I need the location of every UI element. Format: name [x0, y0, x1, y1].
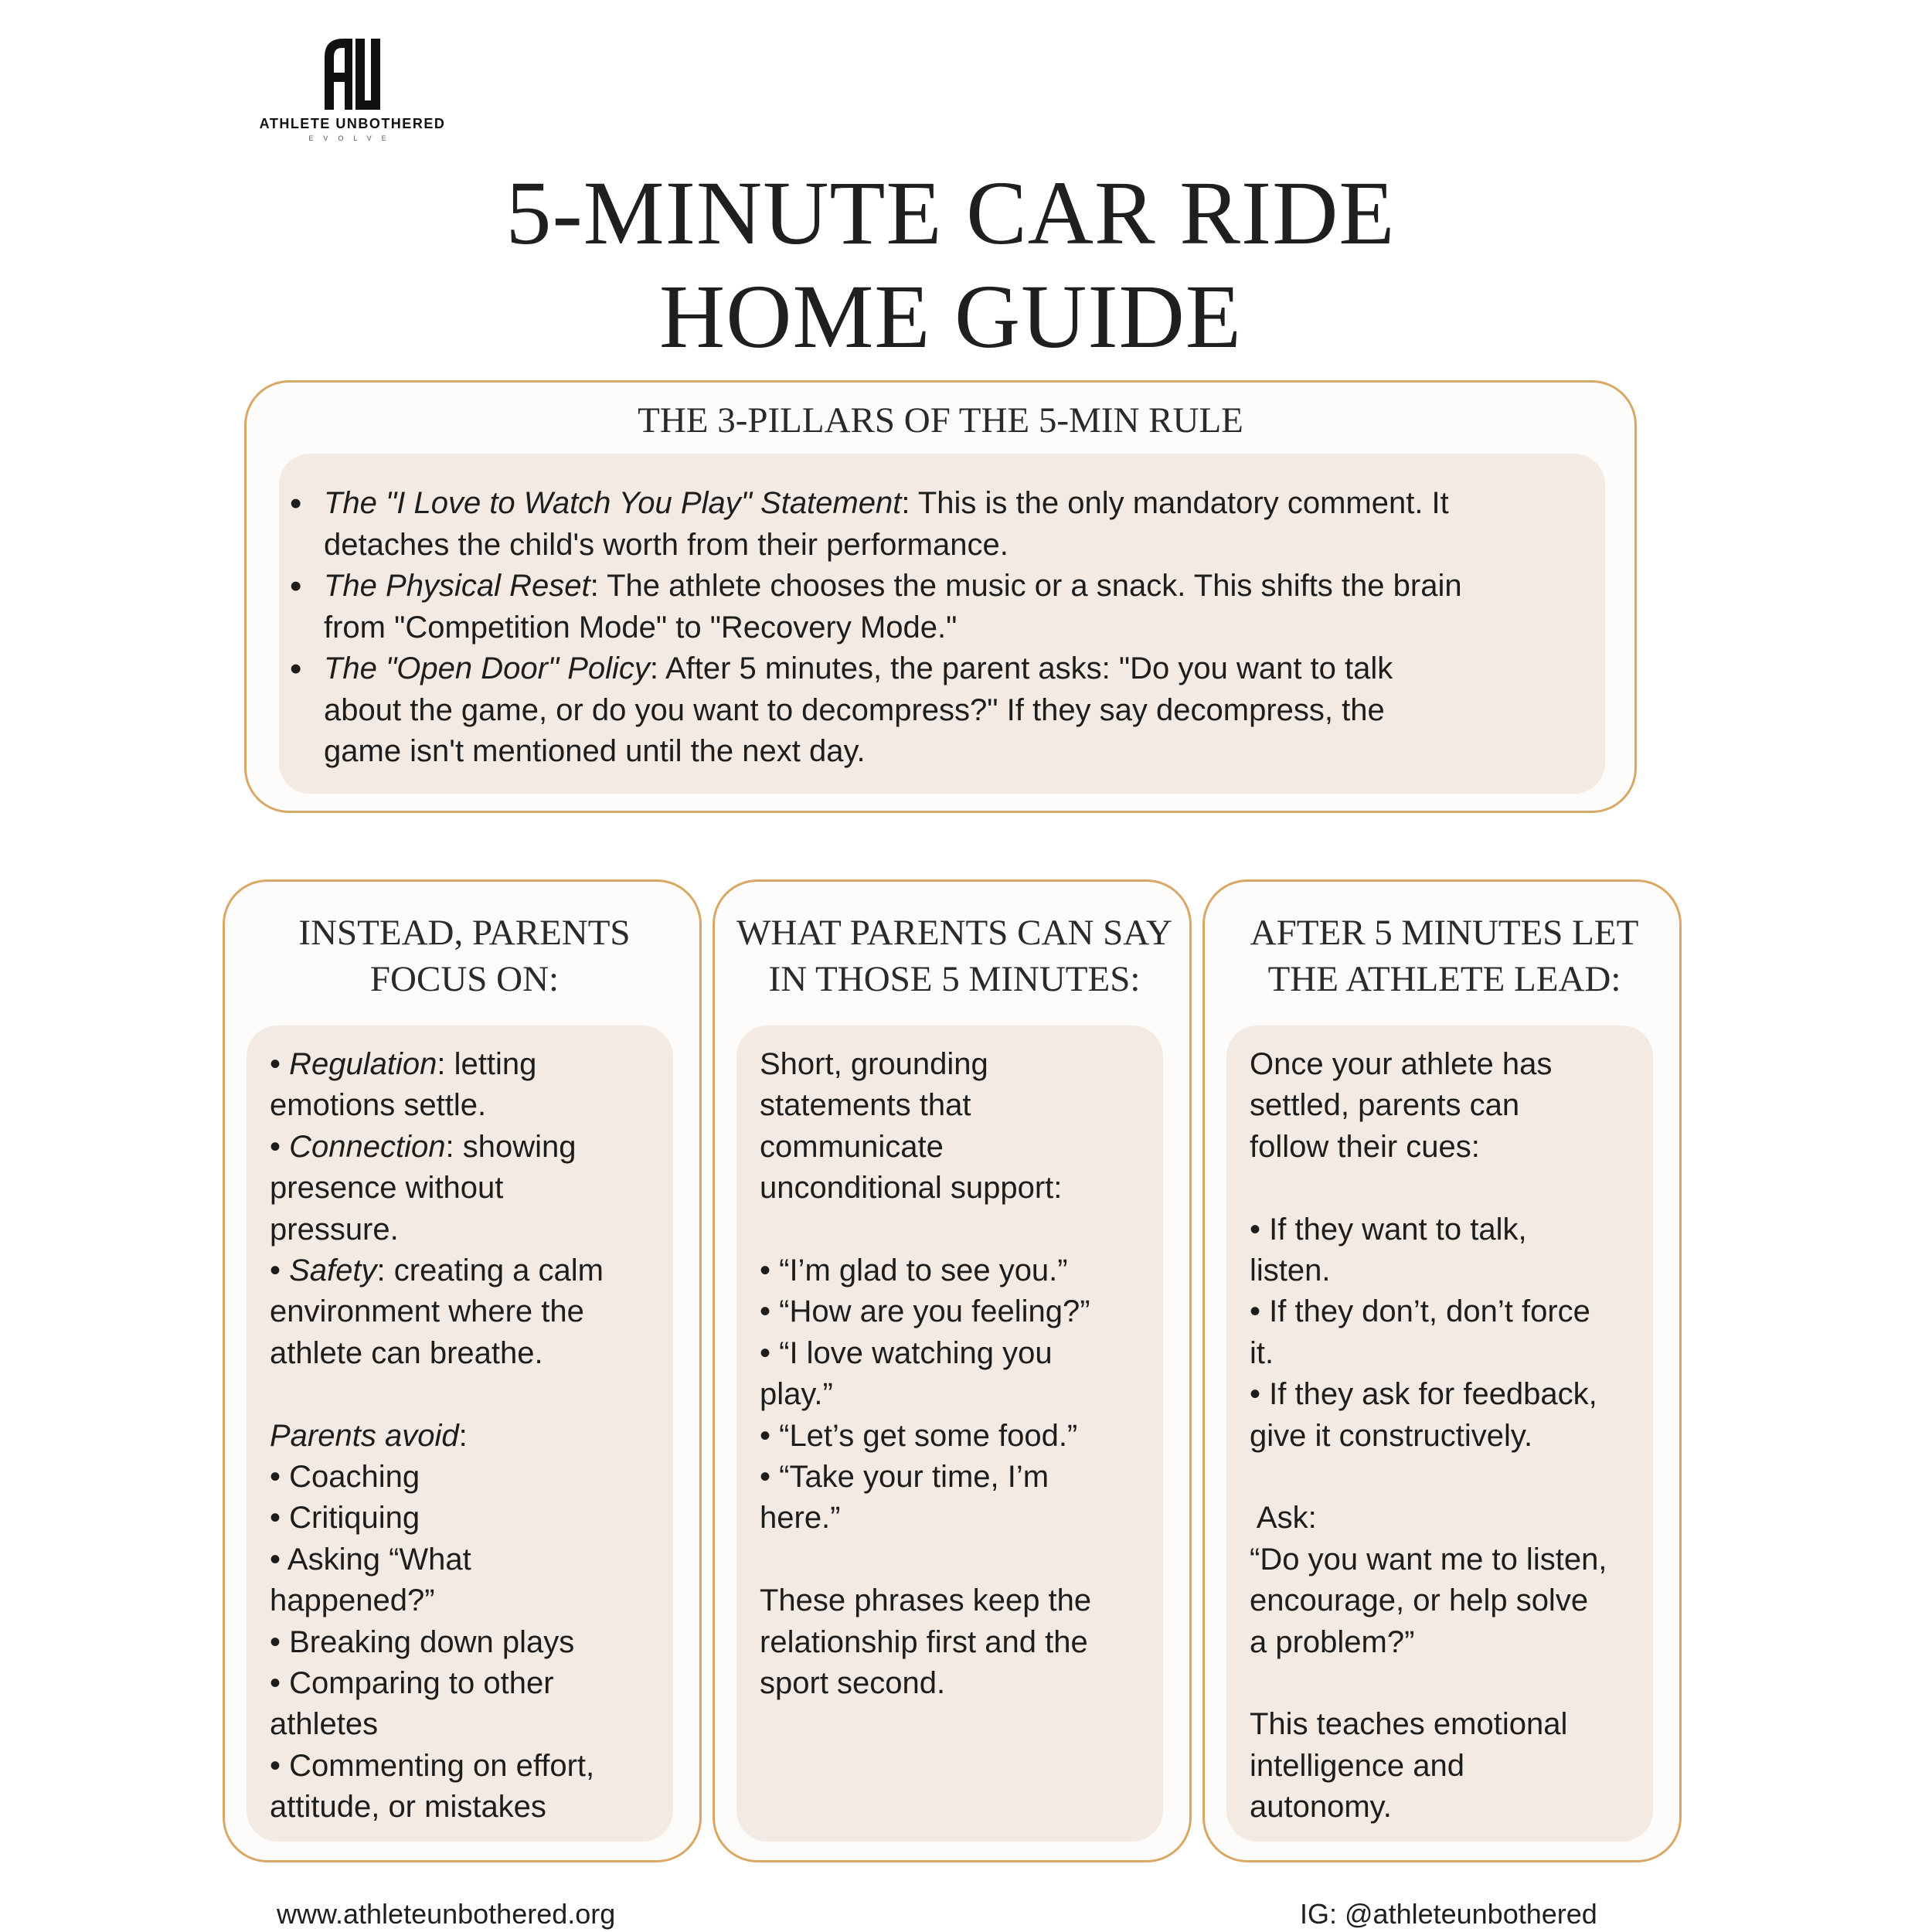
body-text: • Coaching: [270, 1460, 420, 1495]
body-text: • Breaking down plays: [270, 1624, 575, 1659]
heading-line: WHAT PARENTS CAN SAY: [736, 913, 1172, 953]
body-text: : letting: [437, 1047, 537, 1081]
body-text: unconditional support:: [760, 1171, 1063, 1206]
focus-card: [223, 879, 702, 1862]
body-text: • “I love watching you: [760, 1335, 1053, 1370]
pillar-name: The Physical Reset: [324, 569, 590, 603]
body-text: : creating a calm: [376, 1253, 604, 1288]
pillar-text: : The athlete chooses the music or a snack. This shifts the brain: [590, 569, 1462, 603]
body-text: emotions settle.: [270, 1088, 487, 1123]
body-text: give it constructively.: [1250, 1418, 1533, 1453]
focus-body: [270, 1044, 672, 1828]
pillar-text: game isn't mentioned until the next day.: [324, 734, 866, 768]
focus-term: Connection: [289, 1129, 446, 1164]
pillars-card: [244, 380, 1637, 813]
body-text: environment where the: [270, 1294, 584, 1329]
body-text: • Commenting on effort,: [270, 1748, 595, 1783]
brand-logo: [229, 36, 476, 151]
list-item: [290, 566, 1576, 648]
focus-heading: [233, 910, 696, 1002]
say-card: [713, 879, 1192, 1862]
body-text: listen.: [1250, 1253, 1331, 1288]
body-text: • Critiquing: [270, 1501, 420, 1536]
body-text: encourage, or help solve: [1250, 1583, 1589, 1618]
body-text: • If they ask for feedback,: [1250, 1377, 1597, 1412]
body-text: • “I’m glad to see you.”: [760, 1253, 1068, 1288]
blank-line: [1250, 1457, 1651, 1498]
body-text: a problem?”: [1250, 1624, 1415, 1659]
blank-line: [760, 1209, 1162, 1250]
body-text: presence without: [270, 1171, 504, 1206]
pillar-name: The "Open Door" Policy: [324, 651, 650, 685]
body-text: • If they don’t, don’t force: [1250, 1294, 1590, 1329]
body-text: athlete can breathe.: [270, 1335, 543, 1370]
bullet-icon: •: [290, 650, 302, 688]
body-text: relationship first and the: [760, 1624, 1088, 1659]
body-text: Once your athlete has: [1250, 1047, 1553, 1081]
body-text: Short, grounding: [760, 1047, 988, 1081]
body-text: it.: [1250, 1335, 1274, 1370]
heading-line: THE ATHLETE LEAD:: [1267, 959, 1621, 999]
body-text: • “How are you feeling?”: [760, 1294, 1090, 1329]
bullet-text: •: [270, 1129, 290, 1164]
blank-line: [1250, 1663, 1651, 1704]
list-item: [290, 483, 1576, 566]
body-text: These phrases keep the: [760, 1583, 1092, 1618]
body-text: athletes: [270, 1707, 379, 1742]
blank-line: [270, 1374, 672, 1415]
body-text: attitude, or mistakes: [270, 1790, 546, 1825]
body-text: • If they want to talk,: [1250, 1212, 1527, 1247]
body-text: intelligence and: [1250, 1748, 1464, 1783]
body-text: • “Take your time, I’m: [760, 1460, 1049, 1495]
heading-line: IN THOSE 5 MINUTES:: [768, 959, 1141, 999]
pillars-heading: THE 3-PILLARS OF THE 5-MIN RULE: [638, 400, 1243, 440]
body-text: :: [458, 1418, 468, 1453]
page-title-line2: HOME GUIDE: [659, 266, 1242, 367]
footer-website[interactable]: www.athleteunbothered.org: [277, 1898, 616, 1930]
bullet-text: •: [270, 1047, 290, 1081]
body-text: • Comparing to other: [270, 1666, 554, 1701]
pillar-text: : After 5 minutes, the parent asks: "Do you want to talk: [649, 651, 1393, 685]
lead-body: [1250, 1044, 1651, 1828]
body-text: here.”: [760, 1501, 841, 1536]
pillar-text: from "Competition Mode" to "Recovery Mode.": [324, 610, 957, 645]
avoid-heading: Parents avoid: [270, 1418, 459, 1453]
body-text: This teaches emotional: [1250, 1707, 1568, 1742]
page-title-line1: 5-MINUTE CAR RIDE: [505, 162, 1396, 264]
focus-term: Safety: [289, 1253, 377, 1288]
list-item: [290, 648, 1576, 773]
blank-line: [1250, 1168, 1651, 1209]
blank-line: [760, 1539, 1162, 1580]
brand-tagline: EVOLVE: [308, 134, 396, 142]
body-text: play.”: [760, 1377, 833, 1412]
body-text: statements that: [760, 1088, 971, 1123]
body-text: • Asking “What: [270, 1542, 471, 1577]
pillar-text: detaches the child's worth from their performance.: [324, 527, 1009, 562]
focus-term: Regulation: [289, 1047, 437, 1081]
bullet-icon: •: [290, 567, 302, 605]
body-text: settled, parents can: [1250, 1088, 1520, 1123]
pillar-name: The "I Love to Watch You Play" Statement: [324, 486, 902, 520]
heading-line: AFTER 5 MINUTES LET: [1250, 913, 1639, 953]
bullet-text: •: [270, 1253, 290, 1288]
say-body: [760, 1044, 1162, 1704]
bullet-icon: •: [290, 485, 302, 522]
body-text: Ask:: [1250, 1501, 1317, 1536]
body-text: autonomy.: [1250, 1790, 1392, 1825]
pillars-list: [290, 483, 1576, 773]
body-text: : showing: [445, 1129, 577, 1164]
brand-name: ATHLETE UNBOTHERED: [259, 116, 446, 131]
pillar-text: : This is the only mandatory comment. It: [901, 486, 1449, 520]
body-text: sport second.: [760, 1666, 946, 1701]
athlete-unbothered-logo-icon: [321, 36, 382, 111]
lead-heading: [1213, 910, 1676, 1002]
body-text: • “Let’s get some food.”: [760, 1418, 1078, 1453]
body-text: “Do you want me to listen,: [1250, 1542, 1607, 1577]
heading-line: INSTEAD, PARENTS: [298, 913, 631, 953]
body-text: happened?”: [270, 1583, 435, 1618]
heading-line: FOCUS ON:: [369, 959, 560, 999]
footer-instagram[interactable]: IG: @athleteunbothered: [1300, 1898, 1597, 1930]
lead-card: [1202, 879, 1682, 1862]
body-text: pressure.: [270, 1212, 399, 1247]
say-heading: [723, 910, 1186, 1002]
body-text: communicate: [760, 1129, 944, 1164]
pillar-text: about the game, or do you want to decompress?" If they say decompress, the: [324, 692, 1385, 727]
body-text: follow their cues:: [1250, 1129, 1480, 1164]
